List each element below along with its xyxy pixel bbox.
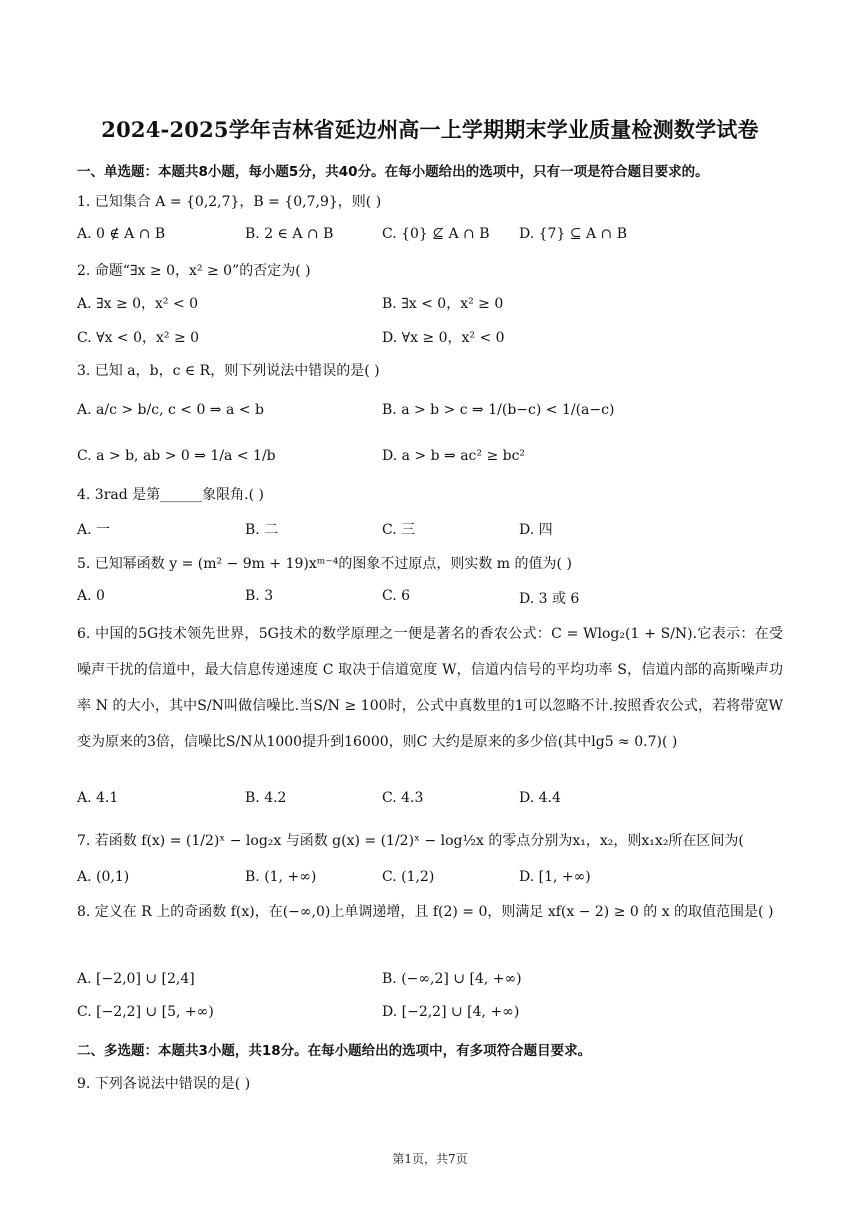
q7-option-a: A. (0,1) [77,869,130,885]
q2-option-a: A. ∃x ≥ 0，x² < 0 [77,296,199,312]
q1-option-d: D. {7} ⊆ A ∩ B [519,226,628,242]
q3-option-b: B. a > b > c ⇒ 1/(b−c) < 1/(a−c) [382,402,615,418]
question-7: 7. 若函数 f(x) = (1/2)ˣ − log₂x 与函数 g(x) = (1/2)ˣ − log½x 的零点分别为x₁，x₂，则x₁x₂所在区间为( [77,833,744,849]
q7-option-c: C. (1,2) [382,869,435,885]
question-5: 5. 已知幂函数 y = (m² − 9m + 19)xᵐ⁻⁴的图象不过原点，则实数 m 的值为( ) [77,556,572,572]
q4-option-b: B. 二 [245,522,279,538]
question-6: 6. 中国的5G技术领先世界，5G技术的数学原理之一便是著名的香农公式：C = Wlog₂(1 + S/N).它表示：在受噪声干扰的信道中，最大信息传递速度 C 取决于信道宽度 W，信道内信号的平均功率 S，信道内部的高斯噪声功率 N 的大小，其中S/N叫做信噪比.当S/N ≥ 100时，公式中真数里的1可以忽略不计.按照香农公式，若将带宽W 变为原来的3倍，信噪比S/N从1000提升到16000，则C 大约是原来的多少倍(其中lg5 ≈ 0.7)( ) [77,626,783,750]
q8-option-a: A. [−2,0] ∪ [2,4] [77,971,195,987]
q6-option-c: C. 4.3 [382,790,424,806]
q6-option-d: D. 4.4 [519,790,561,806]
q7-option-d: D. [1, +∞) [519,869,591,885]
q2-option-c: C. ∀x < 0，x² ≥ 0 [77,330,200,346]
question-4: 4. 3rad 是第______象限角.( ) [77,487,264,503]
question-1: 1. 已知集合 A = {0,2,7}，B = {0,7,9}，则( ) [77,194,382,210]
q3-option-d: D. a > b ⇒ ac² ≥ bc² [382,448,526,464]
q5-option-d: D. 3 或 6 [519,591,580,607]
q1-option-b: B. 2 ∈ A ∩ B [245,226,334,242]
q4-option-a: A. 一 [77,522,111,538]
q8-option-c: C. [−2,2] ∪ [5, +∞) [77,1004,214,1020]
q3-option-c: C. a > b, ab > 0 ⇒ 1/a < 1/b [77,448,276,464]
question-3: 3. 已知 a，b，c ∈ R，则下列说法中错误的是( ) [77,363,380,379]
question-2: 2. 命题“∃x ≥ 0，x² ≥ 0”的否定为( ) [77,263,311,279]
q4-option-d: D. 四 [519,522,553,538]
q3-option-a: A. a/c > b/c, c < 0 ⇒ a < b [77,402,264,418]
q4-option-c: C. 三 [382,522,416,538]
q5-option-c: C. 6 [382,588,411,604]
question-9: 9. 下列各说法中错误的是( ) [77,1076,251,1092]
question-8: 8. 定义在 R 上的奇函数 f(x)，在(−∞,0)上单调递增，且 f(2) = 0，则满足 xf(x − 2) ≥ 0 的 x 的取值范围是( ) [77,904,774,920]
q6-option-a: A. 4.1 [77,790,119,806]
q5-option-a: A. 0 [77,588,105,604]
page-footer: 第1页，共7页 [392,1152,468,1166]
q1-option-a: A. 0 ∉ A ∩ B [77,226,166,242]
q6-option-b: B. 4.2 [245,790,287,806]
section-heading-1: 一、单选题：本题共8小题，每小题5分，共40分。在每小题给出的选项中，只有一项是符合题目要求的。 [77,164,709,180]
section-heading-2: 二、多选题：本题共3小题，共18分。在每小题给出的选项中，有多项符合题目要求。 [77,1043,592,1059]
q2-option-d: D. ∀x ≥ 0，x² < 0 [382,330,505,346]
page-title: 2024-2025学年吉林省延边州高一上学期期末学业质量检测数学试卷 [101,117,759,142]
q2-option-b: B. ∃x < 0，x² ≥ 0 [382,296,504,312]
q8-option-d: D. [−2,2] ∪ [4, +∞) [382,1004,520,1020]
q8-option-b: B. (−∞,2] ∪ [4, +∞) [382,971,522,987]
q1-option-c: C. {0} ⊈ A ∩ B [382,226,490,242]
q5-option-b: B. 3 [245,588,274,604]
q7-option-b: B. (1, +∞) [245,869,317,885]
